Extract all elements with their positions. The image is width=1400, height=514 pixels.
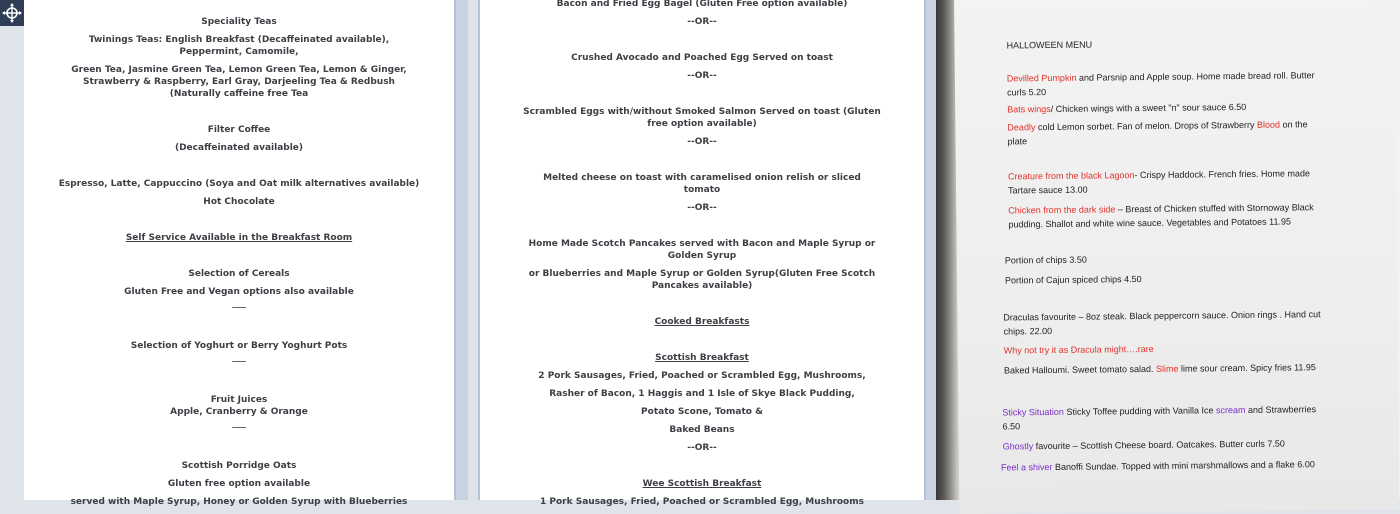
item-name: Sticky Situation [1002, 406, 1064, 418]
menu-line: 1 Pork Sausages, Fried, Poached or Scrambled Egg, Mushrooms [540, 497, 864, 507]
menu-or-divider: --OR-- [687, 203, 717, 213]
menu-line: Potato Scone, Tomato & [641, 407, 763, 417]
photo-menu-line: Tartare sauce 13.00 [1008, 184, 1088, 196]
item-name: Feel a shiver [1000, 461, 1053, 473]
menu-or-divider: --OR-- [687, 137, 717, 147]
menu-line: Pancakes available) [651, 281, 753, 291]
menu-separator: ___ [232, 353, 246, 363]
item-name: Creature from the black Lagoon [1007, 170, 1135, 182]
item-highlight: Blood [1256, 119, 1281, 130]
item-description: lime sour cream. Spicy fries 11.95 [1178, 362, 1316, 374]
menu-line: Espresso, Latte, Cappuccino (Soya and Oat milk alternatives available) [58, 179, 420, 189]
photo-menu-line [1008, 167, 1310, 182]
photo-menu-line: curls 5.20 [1006, 87, 1047, 98]
photo-menu-line: 6.50 [1002, 421, 1021, 432]
photo-menu-title: HALLOWEEN MENU [1006, 39, 1093, 51]
menu-line: tomato [683, 185, 721, 195]
nav-corner-button[interactable] [0, 0, 24, 26]
item-highlight: scream [1215, 404, 1246, 416]
menu-line: (Decaffeinated available) [174, 143, 304, 153]
halloween-menu-photo [936, 0, 1400, 500]
menu-line: or Blueberries and Maple Syrup or Golden Syrup(Gluten Free Scotch [528, 269, 876, 279]
menu-line: Green Tea, Jasmine Green Tea, Lemon Green Tea, Lemon & Ginger, [71, 65, 407, 75]
menu-line: Melted cheese on toast with caramelised onion relish or sliced [543, 173, 861, 183]
photo-menu-line [1007, 101, 1246, 116]
item-description: on the [1279, 119, 1308, 130]
menu-separator: ___ [232, 419, 246, 429]
menu-line: Rasher of Bacon, 1 Haggis and 1 Isle of Skye Black Pudding, [549, 389, 855, 399]
photo-menu-line: plate [1007, 136, 1028, 147]
menu-line: Strawberry & Raspberry, Earl Gray, Darjeeling Tea & Redbush [83, 77, 395, 87]
menu-line: 2 Pork Sausages, Fried, Poached or Scrambled Egg, Mushrooms, [538, 371, 866, 381]
menu-line: Bacon and Fried Egg Bagel (Gluten Free option available) [556, 0, 848, 9]
photo-menu-line: Portion of Cajun spiced chips 4.50 [1004, 274, 1142, 286]
item-name: Deadly [1007, 122, 1036, 133]
photo-menu-line [1004, 361, 1316, 376]
item-name: Ghostly [1002, 441, 1034, 452]
menu-line: Fruit Juices [210, 395, 268, 405]
menu-line: Speciality Teas [201, 17, 277, 27]
menu-line: served with Maple Syrup, Honey or Golden Syrup with Blueberries [70, 497, 408, 507]
item-name: Why not try it as Dracula might….rare [1003, 343, 1154, 356]
menu-line: Gluten free option available [167, 479, 311, 489]
breakfast-menu-panel-left [24, 0, 456, 507]
photo-menu-line [1003, 438, 1285, 453]
photo-menu-line [1002, 403, 1316, 418]
menu-section-heading: Cooked Breakfasts [654, 317, 750, 327]
photo-menu-line [1007, 69, 1315, 84]
menu-section-heading: Self Service Available in the Breakfast Room [125, 233, 353, 243]
menu-line: Selection of Yoghurt or Berry Yoghurt Pots [130, 341, 348, 351]
item-name: Bats wings [1007, 103, 1051, 115]
menu-line: Scrambled Eggs with/without Smoked Salmon Served on toast (Gluten [523, 107, 881, 117]
menu-or-divider: --OR-- [687, 71, 717, 81]
move-icon [0, 0, 24, 26]
panel-divider-left [454, 0, 468, 500]
item-description: and Strawberries [1245, 404, 1317, 415]
paper-sheet [954, 0, 1399, 514]
menu-line: free option available) [647, 119, 757, 129]
photo-menu-line [1007, 118, 1307, 133]
menu-line: (Naturally caffeine free Tea [169, 89, 309, 99]
menu-line: Filter Coffee [207, 125, 271, 135]
menu-section-heading: Wee Scottish Breakfast [642, 479, 762, 489]
item-description: cold Lemon sorbet. Fan of melon. Drops of Strawberry [1035, 119, 1258, 133]
item-description: and Parsnip and Apple soup. Home made bread roll. Butter [1076, 70, 1315, 83]
menu-line: Twinings Teas: English Breakfast (Decaffeinated available), [88, 35, 390, 45]
menu-line: Crushed Avocado and Poached Egg Served on toast [571, 53, 833, 63]
item-description: / Chicken wings with a sweet "n" sour sauce 6.50 [1050, 101, 1247, 114]
menu-line: Golden Syrup [667, 251, 737, 261]
item-name: Chicken from the dark side [1008, 204, 1116, 216]
photo-menu-line: Draculas favourite – 8oz steak. Black peppercorn sauce. Onion rings . Hand cut [1003, 309, 1321, 323]
menu-or-divider: --OR-- [687, 17, 717, 27]
menu-line: Selection of Cereals [188, 269, 290, 279]
menu-line: Hot Chocolate [203, 197, 275, 207]
item-description: – Breast of Chicken stuffed with Stornoway Black [1115, 202, 1314, 215]
menu-separator: ___ [232, 299, 246, 309]
menu-or-divider: --OR-- [687, 443, 717, 453]
menu-section-heading: Scottish Breakfast [655, 353, 749, 363]
menu-line: Scottish Porridge Oats [181, 461, 297, 471]
menu-line: Home Made Scotch Pancakes served with Bacon and Maple Syrup or [528, 239, 876, 249]
breakfast-menu-panel-middle [478, 0, 926, 507]
item-description: Baked Halloumi. Sweet tomato salad. [1003, 363, 1157, 376]
photo-menu-line [1001, 458, 1315, 473]
item-description: - Crispy Haddock. French fries. Home made [1134, 168, 1311, 181]
photo-menu-line [1004, 343, 1154, 357]
photo-menu-line [1008, 201, 1314, 216]
item-description: Banoffi Sundae. Topped with mini marshmallows and a flake 6.00 [1052, 459, 1315, 472]
menu-line: Apple, Cranberry & Orange [170, 407, 308, 417]
item-highlight: Slime [1155, 363, 1179, 374]
menu-line: Peppermint, Camomile, [179, 47, 299, 57]
menu-line: Baked Beans [669, 425, 735, 435]
photo-menu-line: Portion of chips 3.50 [1004, 254, 1087, 266]
photo-menu-line: pudding. Shallot and white wine sauce. Vegetables and Potatoes 11.95 [1008, 216, 1291, 230]
item-description: Sticky Toffee pudding with Vanilla Ice [1063, 405, 1217, 417]
photo-menu-line: chips. 22.00 [1003, 325, 1053, 337]
menu-line: Gluten Free and Vegan options also available [124, 287, 354, 297]
item-name: Devilled Pumpkin [1006, 72, 1077, 84]
item-description: favourite – Scottish Cheese board. Oatcakes. Butter curls 7.50 [1033, 438, 1285, 452]
